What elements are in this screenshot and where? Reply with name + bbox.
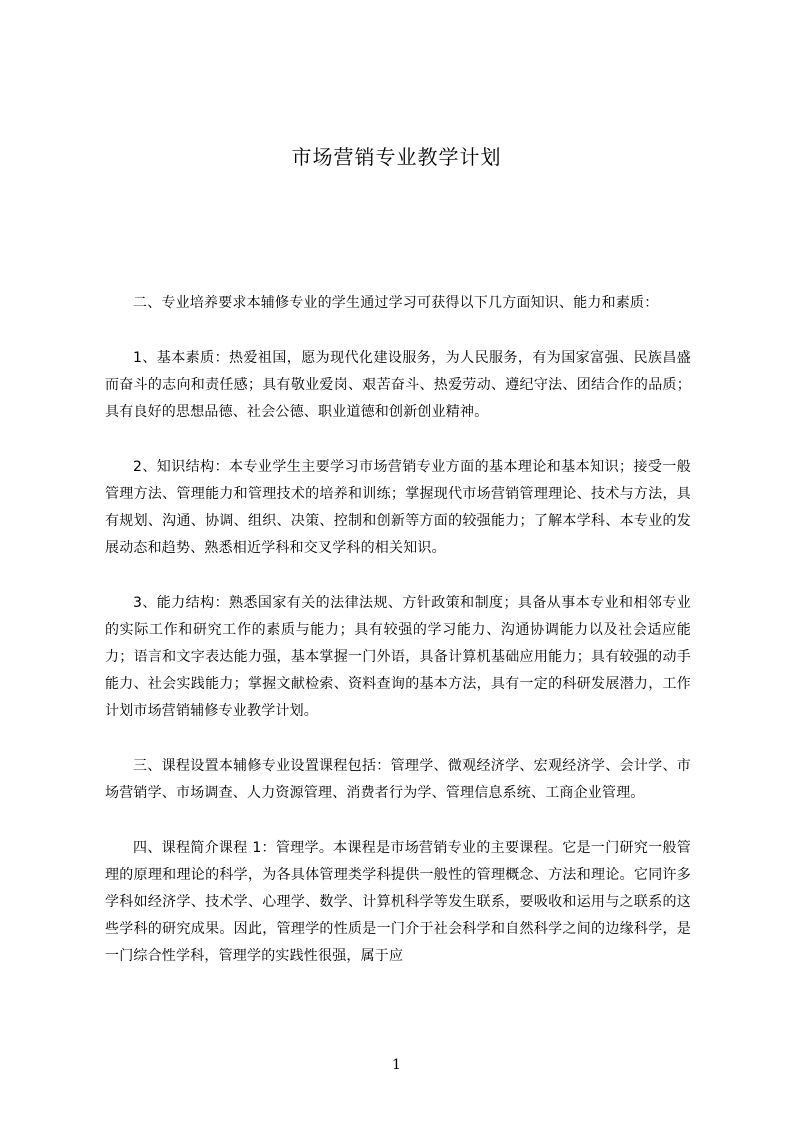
page-number: 1 bbox=[392, 1057, 401, 1073]
paragraph-basic-qualities: 1、基本素质：热爱祖国，愿为现代化建设服务，为人民服务，有为国家富强、民族昌盛而奋斗的志向和责任感；具有敬业爱岗、艰苦奋斗、热爱劳动、遵纪守法、团结合作的品质；具有良好的思想品德、社会公德、职业道德和创新创业精神。 bbox=[105, 350, 691, 420]
document-title: 市场营销专业教学计划 bbox=[291, 145, 502, 169]
paragraph-knowledge-structure: 2、知识结构：本专业学生主要学习市场营销专业方面的基本理论和基本知识；接受一般管理方法、管理能力和管理技术的培养和训练；掌握现代市场营销管理理论、技术与方法，具有规划、沟通、协调、组织、决策、控制和创新等方面的较强能力；了解本学科、本专业的发展动态和趋势、熟悉相近学科和交叉学科的相关知识。 bbox=[105, 459, 691, 556]
document-body bbox=[105, 290, 691, 998]
paragraph-course-settings: 三、课程设置本辅修专业设置课程包括：管理学、微观经济学、宏观经济学、会计学、市场营销学、市场调查、人力资源管理、消费者行为学、管理信息系统、工商企业管理。 bbox=[105, 758, 691, 801]
paragraph-course-introduction: 四、课程简介课程 1：管理学。本课程是市场营销专业的主要课程。它是一门研究一般管理的原理和理论的科学，为各具体管理类学科提供一般性的管理概念、方法和理论。它同许多学科如经济学、技术学、心理学、数学、计算机科学等发生联系，要吸收和运用与之联系的这些学科的研究成果。因此，管理学的性质是一门介于社会科学和自然科学之间的边缘科学，是一门综合性学科，管理学的实践性很强，属于应 bbox=[105, 840, 691, 964]
paragraph-training-requirements: 二、专业培养要求本辅修专业的学生通过学习可获得以下几方面知识、能力和素质： bbox=[133, 295, 659, 311]
paragraph-ability-structure: 3、能力结构：熟悉国家有关的法律法规、方针政策和制度；具备从事本专业和相邻专业的实际工作和研究工作的素质与能力；具有较强的学习能力、沟通协调能力以及社会适应能力；语言和文字表达能力强，基本掌握一门外语，具备计算机基础应用能力；具有较强的动手能力、社会实践能力；掌握文献检索、资料查询的基本方法，具有一定的科研发展潜力，工作计划市场营销辅修专业教学计划。 bbox=[105, 595, 691, 719]
